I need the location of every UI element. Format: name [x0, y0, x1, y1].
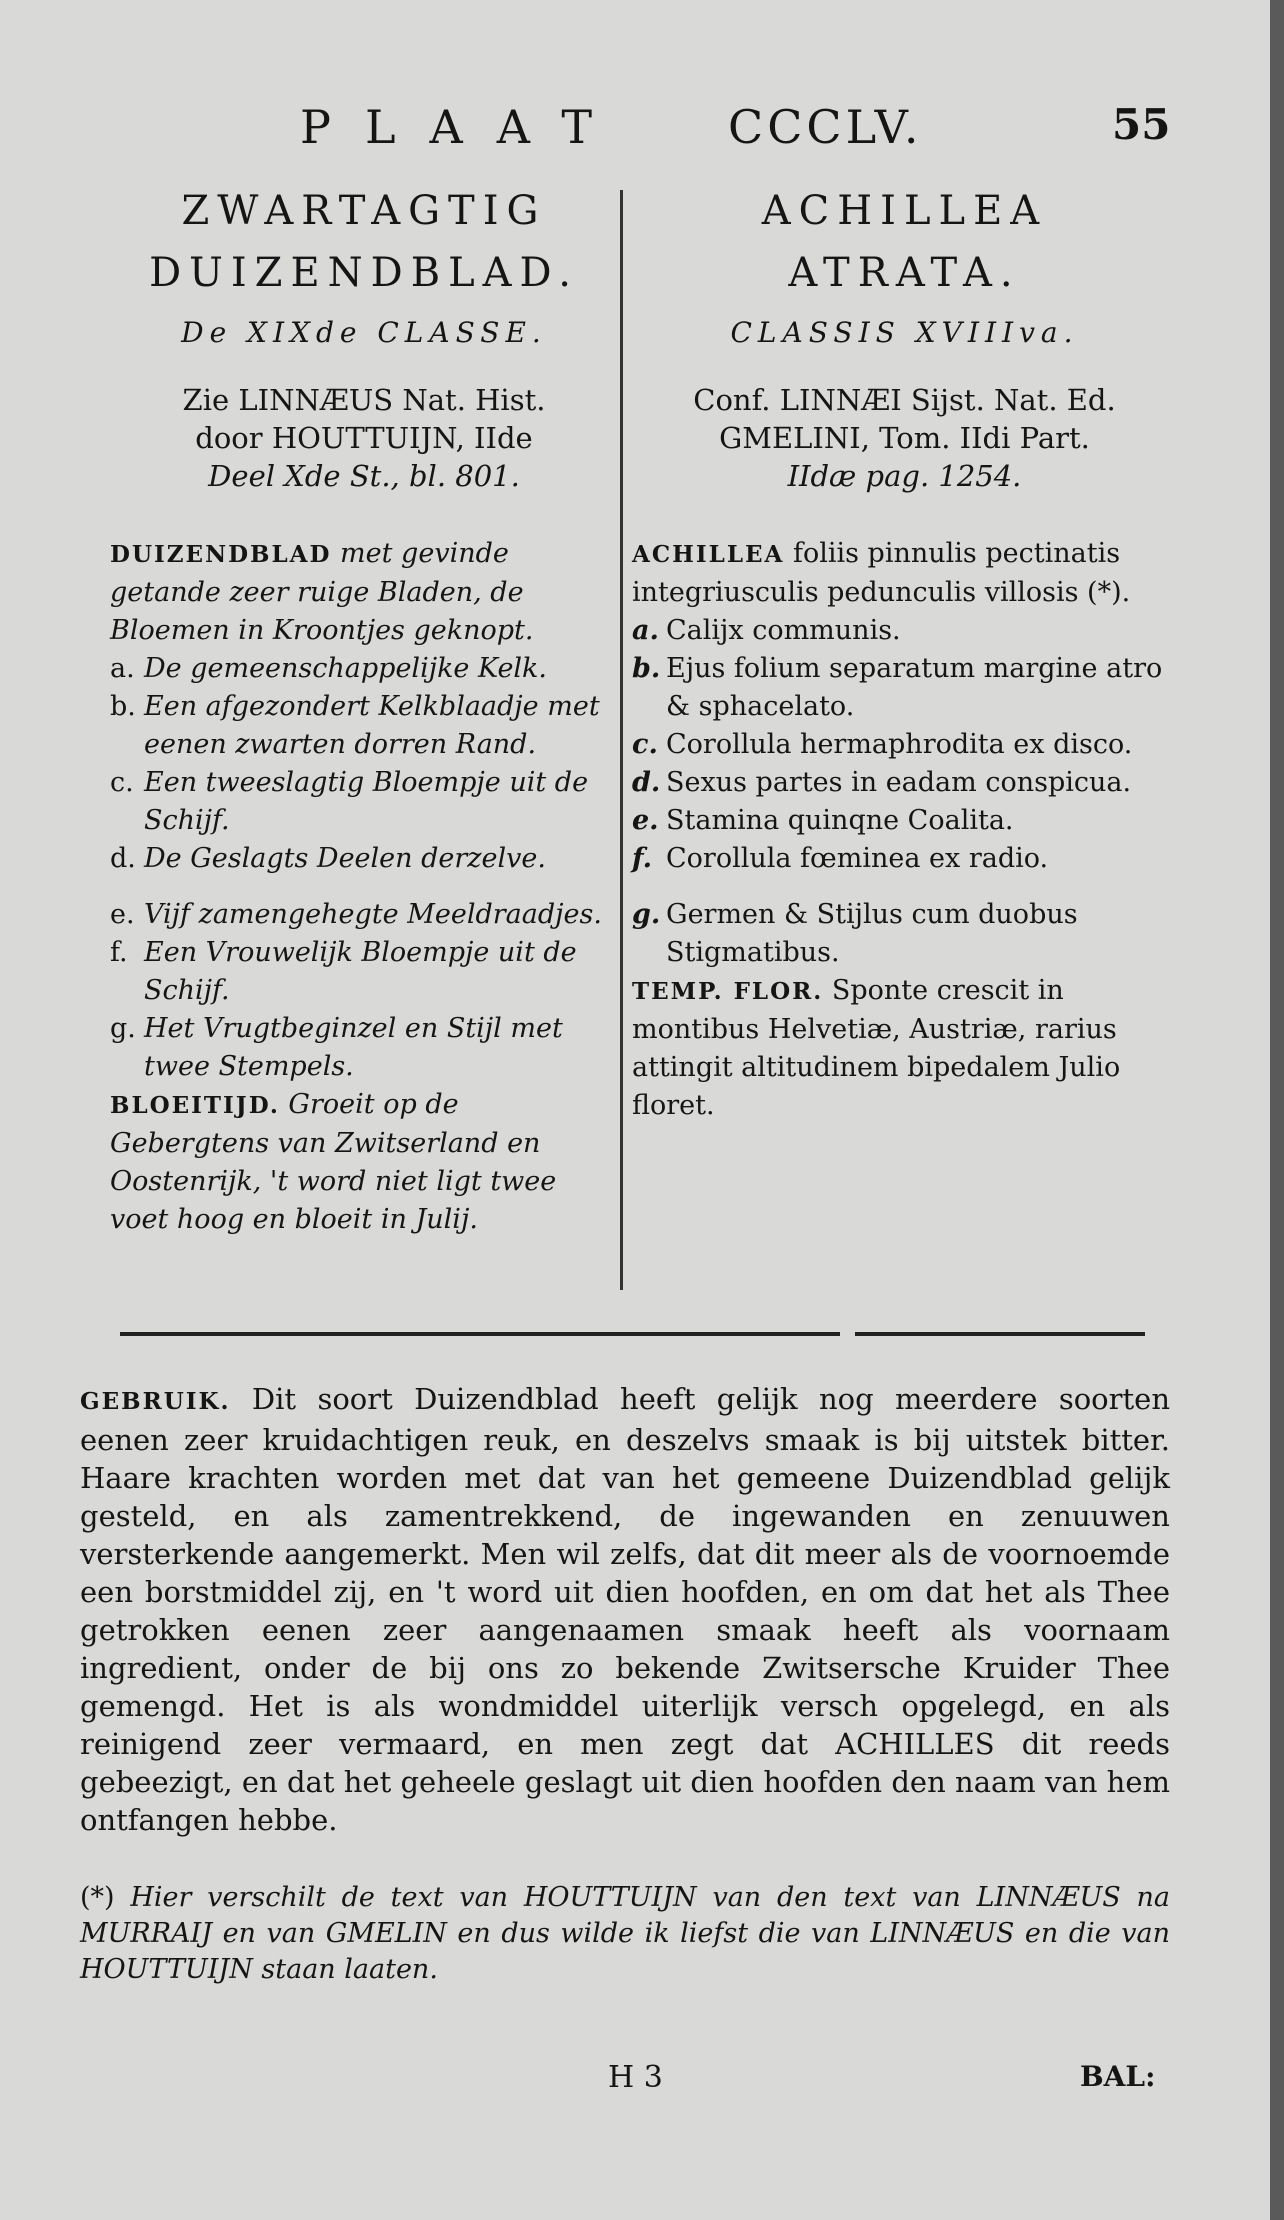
item-label: b. — [632, 653, 661, 684]
gebruik-caps: GEBRUIK. — [80, 1388, 231, 1415]
header-plate-number: CCCLV. — [728, 100, 923, 154]
latin-item — [632, 726, 1177, 764]
item-text: Corollula fœminea ex radio. — [666, 843, 1049, 874]
item-text: Een afgezondert Kelkblaadje met eenen zwarten dorren Rand. — [144, 691, 600, 760]
latin-title-1: ACHILLEA — [761, 188, 1048, 234]
dutch-item — [110, 688, 618, 764]
latin-item — [632, 612, 1177, 650]
spacer — [632, 878, 1177, 896]
item-label: a. — [110, 653, 135, 684]
item-text: Calijx communis. — [666, 615, 901, 646]
item-label: e. — [632, 805, 659, 836]
item-text: De Geslagts Deelen derzelve. — [144, 843, 546, 874]
item-text: Germen & Stijlus cum duobus Stigmatibus. — [666, 899, 1078, 968]
latin-item — [632, 896, 1177, 972]
signature-mark: H 3 — [608, 2060, 663, 2095]
item-text: Een Vrouwelijk Bloempje uit de Schijf. — [144, 937, 577, 1006]
item-text: Ejus folium separatum margine atro & sphacelato. — [666, 653, 1163, 722]
latin-ref-line-3: IIdæ pag. 1254. — [787, 459, 1022, 493]
dutch-item — [110, 1010, 618, 1086]
dutch-column — [110, 180, 618, 1239]
dutch-bloeitijd-caps: BLOEITIJD. — [110, 1092, 280, 1119]
dutch-lead-caps: DUIZENDBLAD — [110, 541, 332, 568]
dutch-description — [110, 535, 618, 1239]
item-label: c. — [110, 767, 134, 798]
latin-item — [632, 802, 1177, 840]
latin-item — [632, 840, 1177, 878]
dutch-classe: De XIXde CLASSE. — [181, 316, 547, 349]
item-text: Corollula hermaphrodita ex disco. — [666, 729, 1133, 760]
item-label: b. — [110, 691, 136, 722]
item-label: a. — [632, 615, 659, 646]
catchword: BAL: — [1080, 2060, 1156, 2093]
item-text: Sexus partes in eadam conspicua. — [666, 767, 1132, 798]
latin-ref-line-2: GMELINI, Tom. IIdi Part. — [719, 421, 1090, 455]
dutch-title-2: DUIZENDBLAD. — [149, 250, 579, 296]
item-label: f. — [110, 937, 128, 968]
dutch-item — [110, 840, 618, 878]
footnote — [80, 1880, 1170, 1988]
latin-lead-text: foliis pinnulis pectinatis integriusculis pedunculis villosis (*). — [632, 538, 1131, 608]
latin-flowering-caps: TEMP. FLOR. — [632, 978, 824, 1005]
dutch-bloeitijd — [110, 1086, 618, 1239]
latin-item — [632, 650, 1177, 726]
dutch-item — [110, 764, 618, 840]
latin-description — [632, 535, 1177, 1125]
latin-ref-line-1: Conf. LINNÆI Sijst. Nat. Ed. — [693, 383, 1116, 417]
dutch-item — [110, 896, 618, 934]
latin-classis: CLASSIS XVIIIva. — [730, 316, 1079, 349]
page-edge — [1270, 0, 1284, 2220]
item-label: f. — [632, 843, 653, 874]
gebruik-text: Dit soort Duizendblad heeft gelijk nog meerdere soorten eenen zeer kruidachtigen reuk, en deszelvs smaak is bij uitstek bitter. Haare krachten worden met dat van het gemeene Duizendblad gelijk gesteld, en als zamentrekkend, de ingewanden en zenuuwen versterkende aangemerkt. Men wil zelfs, dat dit meer als de voornoemde een borstmiddel zij, en 't word uit dien hoofden, en om dat het als Thee getrokken eenen zeer aangenaamen smaak heeft als voornaam ingredient, onder de bij ons zo bekende Zwitsersche Kruider Thee gemengd. Het is als wondmiddel uiterlijk versch opgelegd, en als reinigend zeer vermaard, en men zegt dat ACHILLES dit reeds gebeezigt, en dat het geheele geslagt uit dien hoofden den naam van hem ontfangen hebbe. — [80, 1382, 1170, 1837]
item-text: Vijf zamengehegte Meeldraadjes. — [144, 899, 602, 930]
dutch-lead-text: met gevinde getande zeer ruige Bladen, de Bloemen in Kroontjes geknopt. — [110, 538, 534, 646]
latin-lead — [632, 535, 1177, 612]
page-number: 55 — [1112, 100, 1171, 149]
dutch-ref-line-2: door HOUTTUIJN, IIde — [195, 421, 533, 455]
dutch-bloeitijd-text: Groeit op de Gebergtens van Zwitserland en Oostenrijk, 't word niet ligt twee voet hoog en bloeit in Julij. — [110, 1089, 557, 1235]
latin-flowering — [632, 972, 1177, 1125]
column-divider — [620, 190, 623, 1290]
item-text: Het Vrugtbeginzel en Stijl met twee Stempels. — [144, 1013, 563, 1082]
dutch-item — [110, 650, 618, 688]
spacer — [110, 878, 618, 896]
item-label: g. — [110, 1013, 136, 1044]
header-plaat: PLAAT — [300, 100, 627, 154]
item-label: g. — [632, 899, 661, 930]
item-text: De gemeenschappelijke Kelk. — [144, 653, 547, 684]
dutch-title-1: ZWARTAGTIG — [181, 188, 547, 234]
footnote-mark: (*) — [80, 1882, 115, 1913]
footnote-text: Hier verschilt de text van HOUTTUIJN van den text van LINNÆUS na MURRAIJ en van GMELIN en dus wilde ik liefst die van LINNÆUS en die van HOUTTUIJN staan laaten. — [80, 1882, 1170, 1985]
dutch-ref-line-1: Zie LINNÆUS Nat. Hist. — [182, 383, 546, 417]
item-text: Stamina quinqne Coalita. — [666, 805, 1014, 836]
dutch-lead — [110, 535, 618, 650]
section-rule-left — [120, 1332, 840, 1336]
item-label: d. — [110, 843, 136, 874]
dutch-reference — [110, 381, 618, 495]
latin-flowering-text: Sponte crescit in montibus Helvetiæ, Austriæ, rarius attingit altitudinem bipedalem Julio floret. — [632, 975, 1121, 1121]
item-label: c. — [632, 729, 658, 760]
latin-column — [632, 180, 1177, 1125]
dutch-ref-line-3: Deel Xde St., bl. 801. — [208, 459, 520, 493]
gebruik-paragraph — [80, 1380, 1170, 1839]
latin-title-2: ATRATA. — [788, 250, 1021, 296]
dutch-item — [110, 934, 618, 1010]
item-label: d. — [632, 767, 661, 798]
latin-reference — [632, 381, 1177, 495]
latin-lead-caps: ACHILLEA — [632, 541, 785, 568]
item-text: Een tweeslagtig Bloempje uit de Schijf. — [144, 767, 589, 836]
item-label: e. — [110, 899, 135, 930]
section-rule-right — [855, 1332, 1145, 1336]
latin-item — [632, 764, 1177, 802]
